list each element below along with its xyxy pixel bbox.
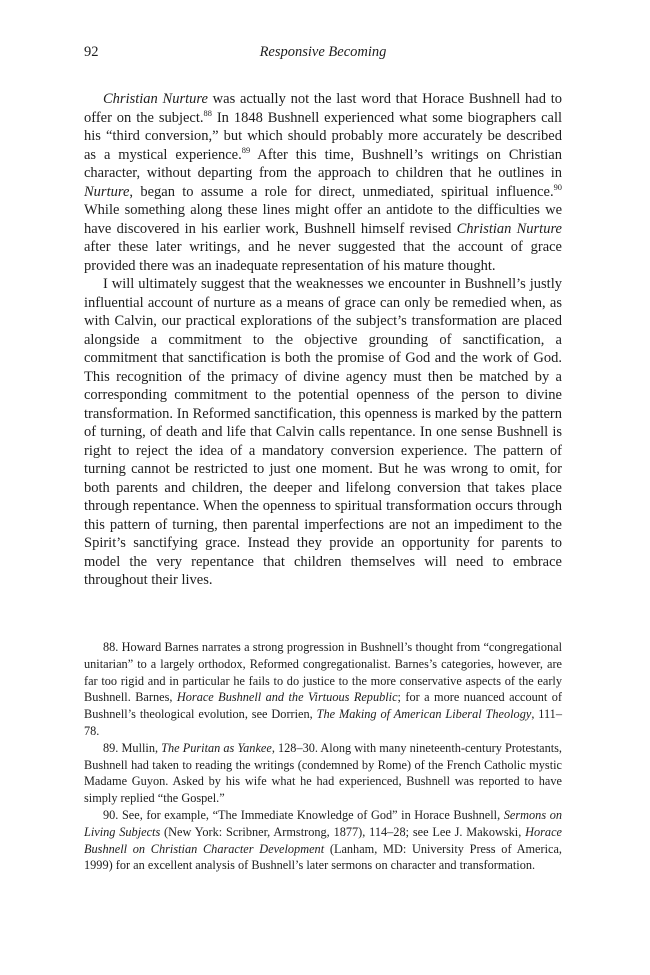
footnote-ref: 89: [241, 145, 251, 155]
footnote-90: 90. See, for example, “The Immediate Knowledge of God” in Horace Bushnell, Sermons on Living Subjects (New York: Scribner, Armstrong, 1877), 114–28; see Lee J. Makowski, Horace Bushnell on Christian Character Development (Lanham, MD: University Press of America, 1999) for an excellent analysis of Bushnell’s later sermons on character and transformation.: [84, 807, 562, 873]
italic-title: The Making of American Liberal Theology: [316, 707, 532, 722]
italic-title: Horace Bushnell and the Virtuous Republic: [176, 690, 398, 705]
italic-title: The Puritan as Yankee: [161, 740, 272, 755]
footnote-89: 89. Mullin, The Puritan as Yankee, 128–30. Along with many nineteenth-century Protestants, Bushnell had taken to reading the writings (condemned by Rome) of the French Catholic mystic Madame Guyon. Asked by his wife what he had experienced, Bushnell was reported to have simply replied “the Gospel.”: [84, 740, 562, 806]
italic-title: Christian Nurture: [103, 91, 208, 107]
main-text: [84, 90, 562, 590]
italic-title: Nurture: [84, 183, 130, 200]
footnote-ref: 88: [203, 108, 212, 118]
body-paragraph: I will ultimately suggest that the weaknesses we encounter in Bushnell’s justly influential account of nurture as a means of grace can only be remedied when, as with Calvin, our practical explorations of the subject’s transformation are placed alongside a commitment to the objective grounding of sanctification, a commitment that sanctification is both the promise of God and the work of God. This recognition of the primacy of divine agency must then be matched by a corresponding commitment to the potential openness of the person to divine transformation. In Reformed sanctification, this openness is marked by the pattern of turning, of death and life that Calvin calls repentance. In one sense Bushnell is right to reject the idea of a mandatory conversion experience. The pattern of turning cannot be restricted to just one moment. But he was wrong to omit, for both parents and children, the deeper and lifelong conversion that takes place through repentance. When the openness to spiritual transformation occurs through this pattern of turning, then parental imperfections are not an impediment to the Spirit’s sanctifying grace. Instead they provide an opportunity for parents to model the very repentance that children themselves will need to embrace throughout their lives.: [84, 276, 562, 588]
page-header: [84, 44, 562, 66]
italic-title: Christian Nurture: [456, 220, 562, 237]
running-head: Responsive Becoming: [259, 44, 387, 60]
footnote-88: 88. Howard Barnes narrates a strong progression in Bushnell’s thought from “congregational unitarian” to a largely orthodox, Reformed congregationalist. Barnes’s categories, however, are far too rigid and in particular he fails to do justice to the more conservative aspects of the early Bushnell. Barnes, Horace Bushnell and the Virtuous Republic; for a more nuanced account of Bushnell’s theological evolution, see Dorrien, The Making of American Liberal Theology, 111–78.: [84, 640, 563, 738]
body-paragraph: Christian Nurture was actually not the last word that Horace Bushnell had to offer on the subject.$^{88}$ In 1848 Bushnell experienced what some biographers call his “third conversion,” but which should probably more accurately be described as a mystical experience.$^{89}$ After this time, Bushnell’s writings on Christian character, without departing from the approach to children that he outlines in Nurture, began to assume a role for direct, unmediated, spiritual influence.$^{90}$ While something along these lines might offer an antidote to the difficulties we have discovered in his earlier work, Bushnell himself revised Christian Nurture after these later writings, and he never suggested that the account of grace provided there was an inadequate representation of his mature thought.: [84, 91, 562, 274]
footnote-ref: 90: [553, 182, 562, 192]
page-number: 92: [84, 44, 99, 60]
footnotes: [84, 639, 562, 874]
italic-title: Horace Bushnell on Christian Character Development: [84, 824, 562, 856]
italic-title: Sermons on Living Subjects: [84, 807, 562, 839]
